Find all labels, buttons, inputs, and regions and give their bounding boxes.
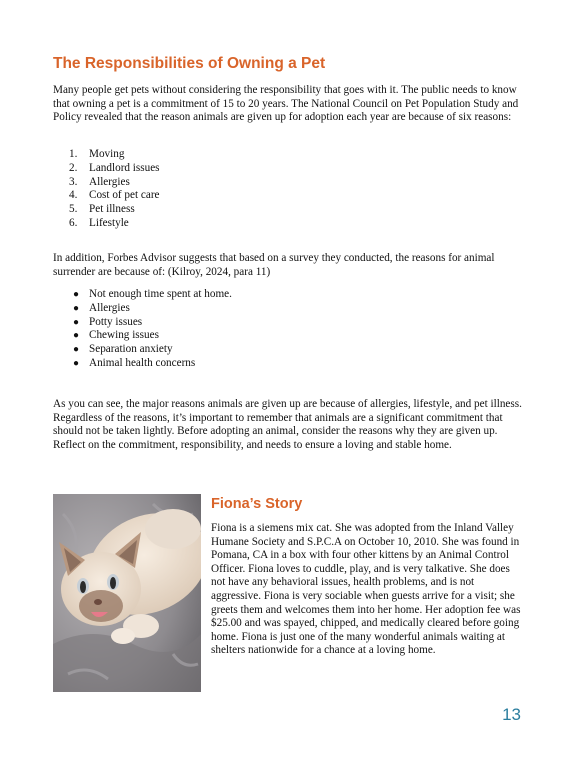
forbes-paragraph: In addition, Forbes Advisor suggests that based on a survey they conducted, the reasons for animal surrender are because of: (Kilroy, 2024, para 11) bbox=[53, 252, 495, 278]
list-item bbox=[53, 176, 160, 190]
list-item bbox=[53, 203, 160, 217]
list-item-text: Landlord issues bbox=[89, 161, 160, 174]
intro-paragraph: Many people get pets without considering the responsibility that goes with it. The public needs to know that owning a pet is a commitment of 15 to 20 years. The National Council on Pet Population Study and Policy revealed that the reason animals are given up for adoption each year are because of six reasons: bbox=[53, 84, 519, 124]
cat-illustration bbox=[53, 494, 201, 692]
cat-photo bbox=[53, 494, 201, 692]
story-title: Fiona’s Story bbox=[211, 496, 303, 512]
bullet-icon: ● bbox=[73, 344, 80, 356]
story-paragraph: Fiona is a siemens mix cat. She was adopted from the Inland Valley Humane Society and S.P.C.A on October 10, 2010. She was found in Pomana, CA in a box with four other kittens by an Animal Control Officer. Fiona loves to cuddle, play, and is very talkative. She does not have any behavioral issues, health problems, and is not aggressive. Fiona is very sociable when guests arrive for a visit; she greets them and welcomes them into her home. Her adoption fee was $25.00 and was spayed, chipped, and medically cleared before going home. Fiona is just one of the many wonderful animals waiting at shelters nationwide for a chance at a loving home. bbox=[211, 522, 521, 657]
list-item bbox=[53, 329, 232, 343]
bullet-icon: ● bbox=[73, 289, 80, 300]
bullet-icon: ● bbox=[73, 302, 80, 314]
list-item-text: Animal health concerns bbox=[89, 356, 196, 369]
list-item bbox=[53, 148, 160, 162]
list-item-text: Potty issues bbox=[89, 315, 143, 328]
list-item-text: Not enough time spent at home. bbox=[89, 288, 232, 300]
list-item-text: Pet illness bbox=[89, 203, 135, 216]
list-item-text: Moving bbox=[89, 148, 125, 160]
page-number: 13 bbox=[502, 705, 521, 724]
list-item bbox=[53, 302, 232, 316]
list-item-text: Allergies bbox=[89, 301, 130, 314]
list-item bbox=[53, 316, 232, 330]
reasons-list bbox=[53, 148, 160, 231]
list-item-text: Cost of pet care bbox=[89, 189, 160, 202]
list-number: 2. bbox=[69, 161, 78, 174]
list-item bbox=[53, 357, 232, 371]
list-item-text: Chewing issues bbox=[89, 329, 159, 342]
bullet-icon: ● bbox=[73, 330, 80, 342]
surrender-reasons-list bbox=[53, 288, 232, 371]
list-item bbox=[53, 288, 232, 302]
list-item-text: Separation anxiety bbox=[89, 343, 173, 356]
list-item-text: Lifestyle bbox=[89, 216, 129, 229]
bullet-icon: ● bbox=[73, 357, 80, 369]
bullet-icon: ● bbox=[73, 316, 80, 328]
list-number: 1. bbox=[69, 148, 78, 160]
page-heading: The Responsibilities of Owning a Pet bbox=[53, 55, 326, 72]
conclusion-paragraph: As you can see, the major reasons animals are given up are because of allergies, lifestyle, and pet illness. Regardless of the reasons, it’s important to remember that animals are a significant commitment that should not be taken lightly. Before adopting an animal, consider the reasons why they are given up. Reflect on the commitment, responsibility, and needs to ensure a loving and stable home. bbox=[53, 398, 522, 451]
list-item bbox=[53, 162, 160, 176]
list-number: 4. bbox=[69, 189, 78, 202]
list-item bbox=[53, 343, 232, 357]
list-item bbox=[53, 189, 160, 203]
list-item-text: Allergies bbox=[89, 175, 130, 188]
list-number: 6. bbox=[69, 216, 78, 229]
list-number: 3. bbox=[69, 175, 78, 188]
list-number: 5. bbox=[69, 203, 78, 216]
list-item bbox=[53, 217, 160, 231]
